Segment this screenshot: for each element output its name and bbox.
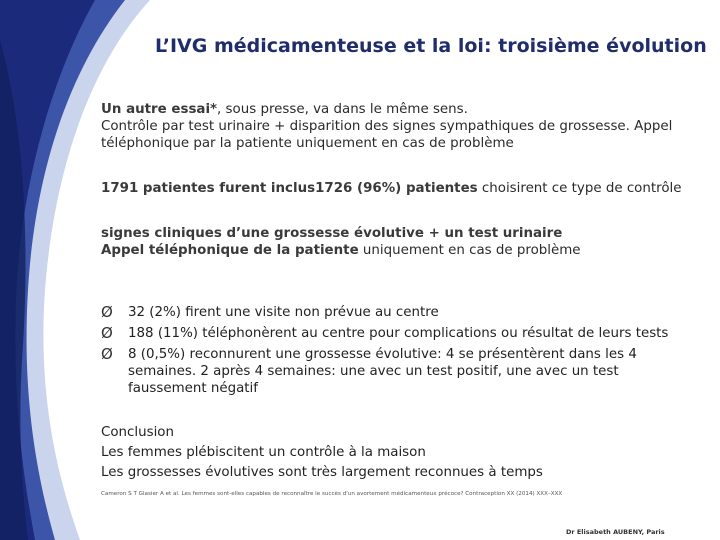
essai-bold: Un autre essai* — [101, 102, 218, 117]
arrow-bullet-icon: Ø — [101, 324, 113, 342]
essai-text: , sous presse, va dans le même sens. — [217, 102, 468, 117]
bullet-text: 8 (0,5%) reconnurent une grossesse évolutive: 4 se présentèrent dans les 4 semaines. 2 après 4 semaines: une avec un test positif, une avec un test faussement négatif — [128, 347, 637, 396]
patientes-rest: choisirent ce type de contrôle — [477, 181, 682, 196]
results-list — [101, 304, 691, 401]
list-item — [101, 304, 691, 321]
conclusion-line: Les femmes plébiscitent un contrôle à la maison — [101, 445, 426, 460]
reference-footnote: Cameron S T Glasier A et al. Les femmes sont-elles capables de reconnaître le succès d'un avortement médicamenteux précoce? Contraception XX (2014) XXX–XXX — [101, 491, 563, 497]
conclusion-line: Les grossesses évolutives sont très largement reconnues à temps — [101, 465, 543, 480]
list-item — [101, 325, 691, 342]
bullet-text: 32 (2%) firent une visite non prévue au centre — [128, 305, 439, 320]
author-credit: Dr Elisabeth AUBENY, Paris — [566, 528, 665, 536]
arrow-bullet-icon: Ø — [101, 303, 113, 321]
paragraph-signes — [101, 225, 691, 259]
arrow-bullet-icon: Ø — [101, 345, 113, 363]
appel-rest: uniquement en cas de problème — [358, 243, 581, 258]
list-item — [101, 346, 691, 397]
slide-title: L’IVG médicamenteuse et la loi: troisième évolution — [155, 35, 707, 57]
conclusion-block — [101, 423, 543, 483]
conclusion-heading: Conclusion — [101, 425, 174, 440]
bullet-text: 188 (11%) téléphonèrent au centre pour complications ou résultat de leurs tests — [128, 326, 669, 341]
patientes-bold: 1791 patientes furent inclus1726 (96%) patientes — [101, 181, 478, 196]
controle-text: Contrôle par test urinaire + disparition des signes sympathiques de grossesse. Appel téléphonique par la patiente uniquement en cas de problème — [101, 119, 673, 151]
appel-bold: Appel téléphonique de la patiente — [101, 243, 359, 258]
signes-line: signes cliniques d’une grossesse évolutive + un test urinaire — [101, 226, 563, 241]
paragraph-patientes — [101, 180, 691, 197]
paragraph-essai — [101, 101, 691, 152]
